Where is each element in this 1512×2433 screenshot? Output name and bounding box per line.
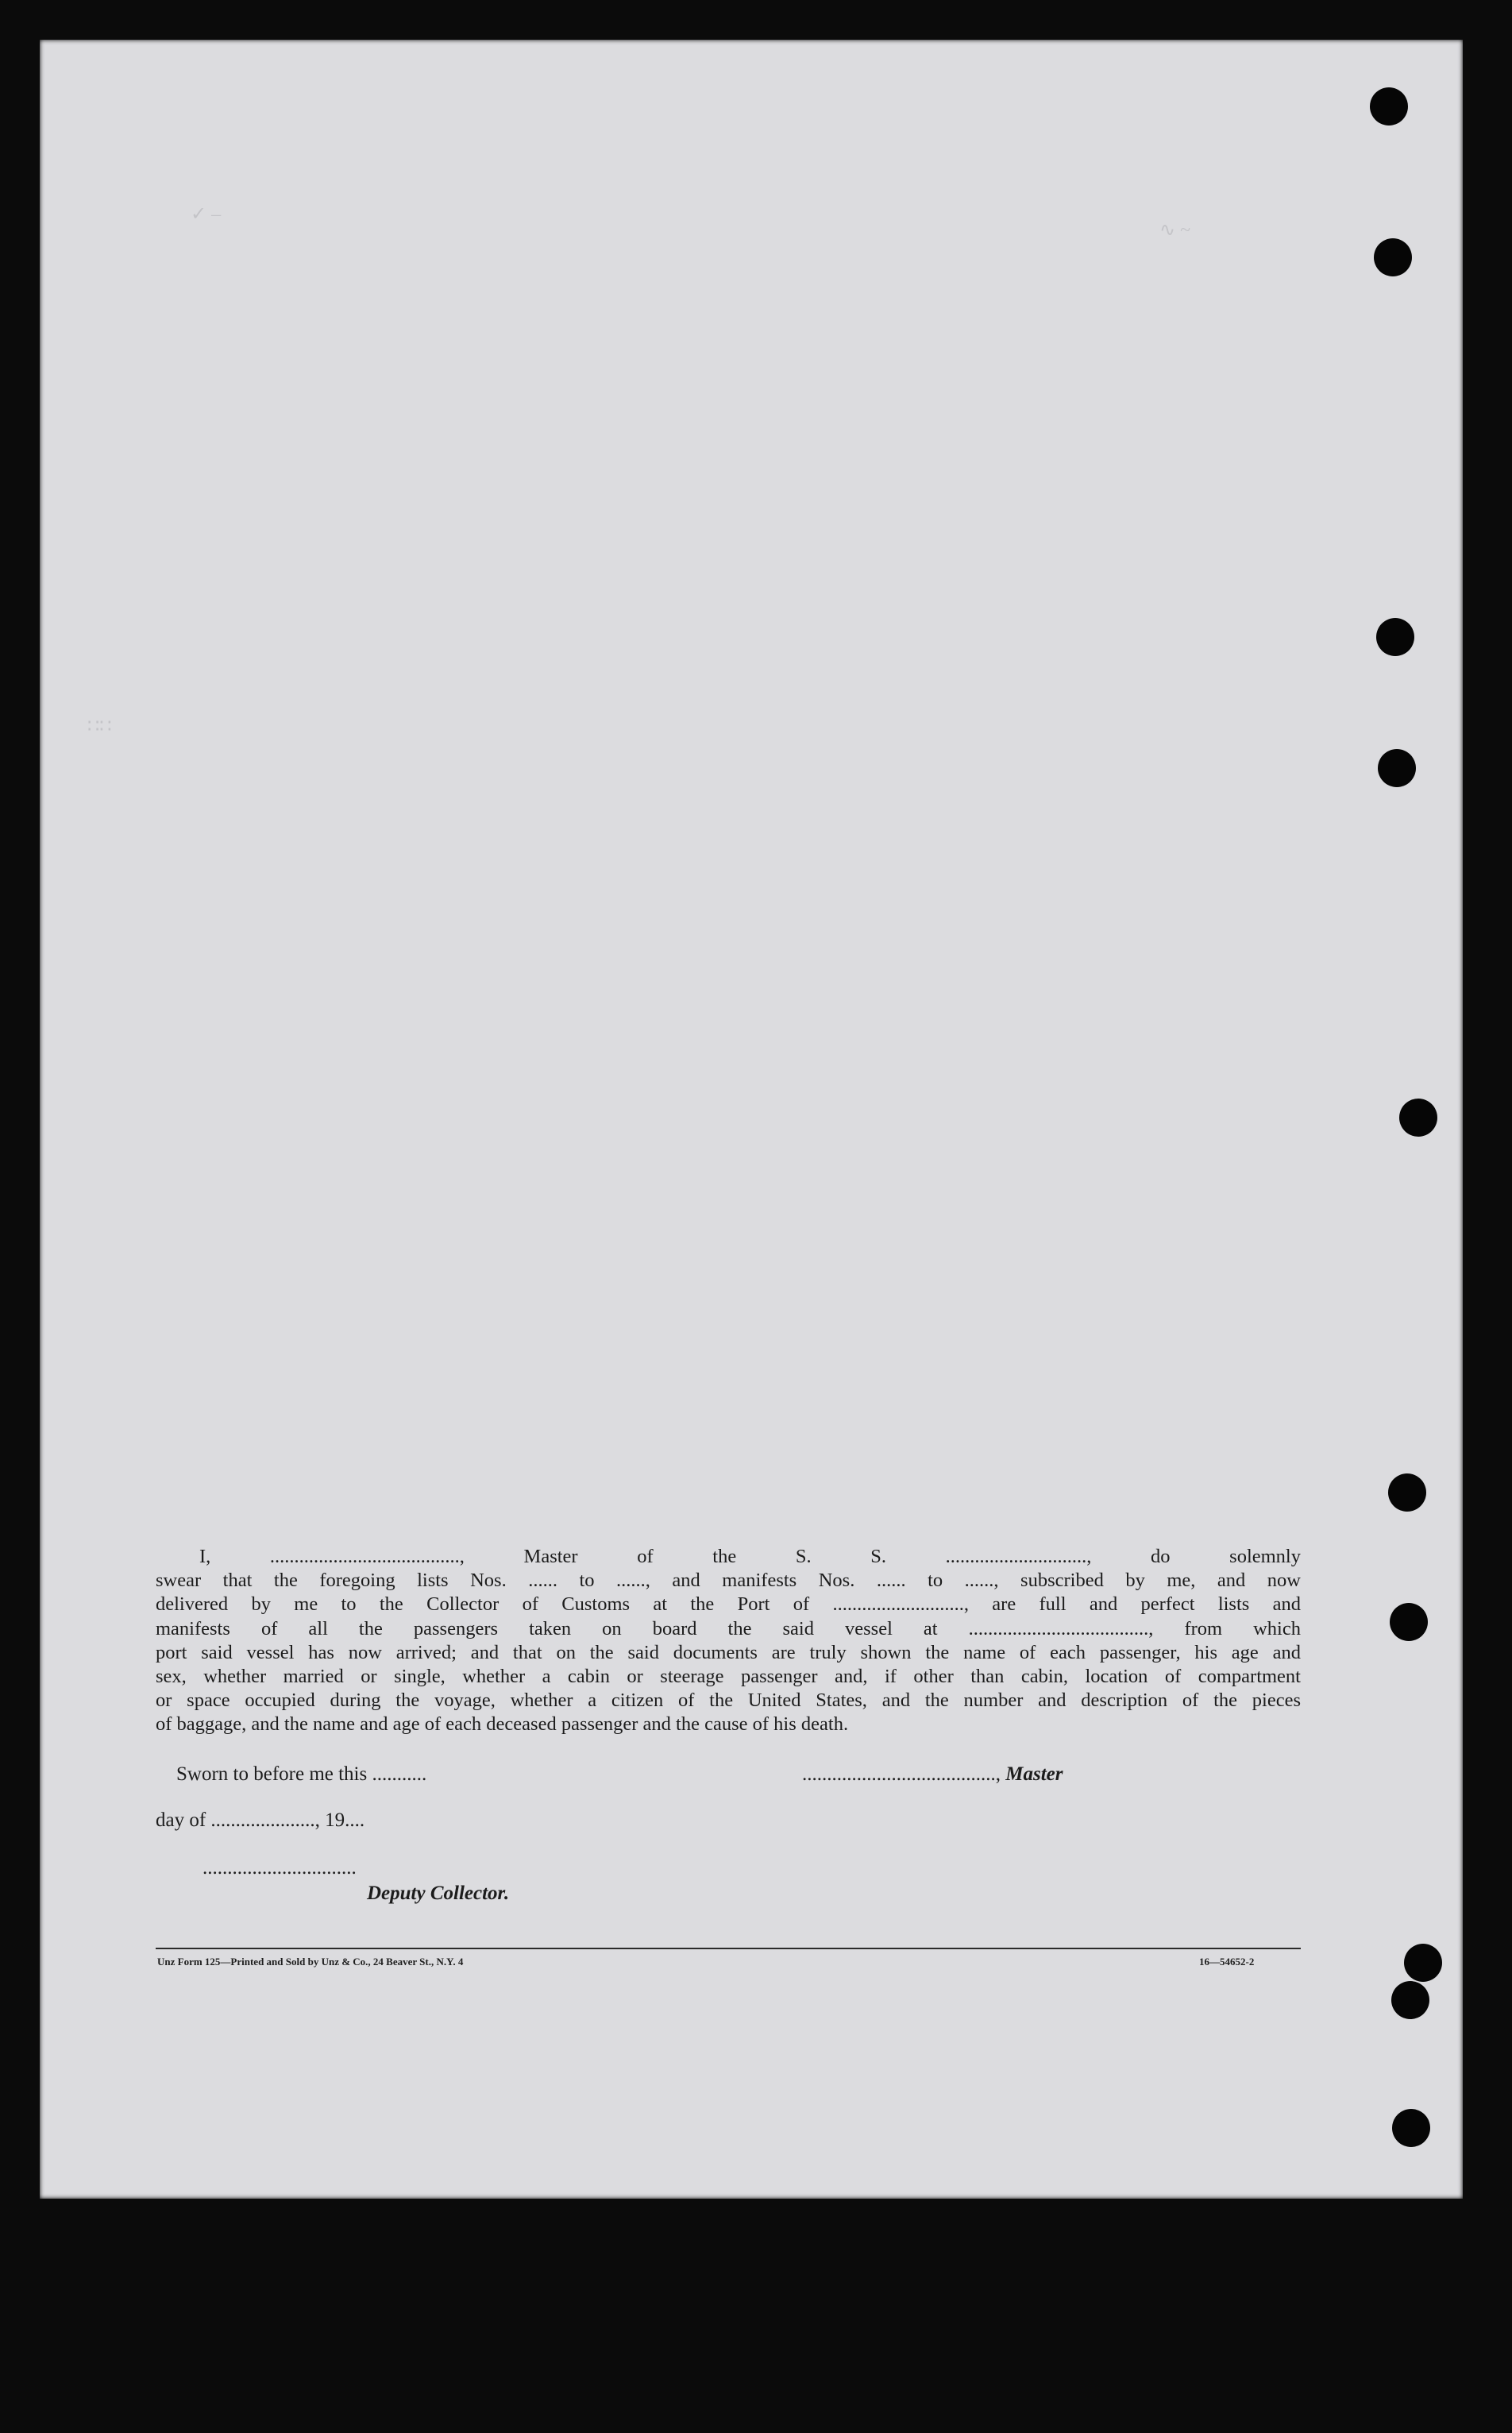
binder-hole xyxy=(1390,1603,1428,1641)
binder-hole xyxy=(1404,1944,1442,1982)
binder-hole xyxy=(1376,618,1414,656)
master-signature-line xyxy=(802,1763,1063,1786)
oath-line: sex, whether married or single, whether a cabin or steerage passenger and, if other than cabin, location of compartment xyxy=(156,1666,1301,1688)
deputy-signature-dots: ............................... xyxy=(202,1857,357,1879)
oath-line: of baggage, and the name and age of each deceased passenger and the cause of his death. xyxy=(156,1713,849,1736)
oath-line: manifests of all the passengers taken on board the said vessel at ....................................., from which xyxy=(156,1617,1301,1639)
oath-line: delivered by me to the Collector of Customs at the Port of ..........................., are full and perfect lists and xyxy=(156,1593,1301,1616)
bleed-through-mark: ∿ ~ xyxy=(1159,220,1191,241)
binder-hole xyxy=(1399,1099,1437,1137)
bleed-through-mark: ∷∷ xyxy=(87,716,112,737)
oath-line: or space occupied during the voyage, whether a citizen of the United States, and the number and description of the pieces xyxy=(156,1690,1301,1712)
binder-hole xyxy=(1370,87,1408,126)
binder-hole xyxy=(1392,2109,1430,2147)
master-label: Master xyxy=(1005,1763,1063,1785)
binder-hole xyxy=(1374,238,1412,276)
oath-line: I, ......................................., Master of the S. S. ............................., do solemnly xyxy=(199,1546,1301,1567)
binder-hole xyxy=(1388,1473,1426,1512)
oath-line: port said vessel has now arrived; and that on the said documents are truly shown the name of each passenger, his age and xyxy=(156,1641,1301,1663)
deputy-collector-label: Deputy Collector. xyxy=(367,1883,510,1904)
binder-hole xyxy=(1391,1981,1429,2019)
master-oath-paragraph xyxy=(156,1545,1301,1737)
form-number: 16—54652-2 xyxy=(1199,1956,1255,1968)
footer-rule xyxy=(156,1948,1301,1949)
printer-imprint: Unz Form 125—Printed and Sold by Unz & Co., 24 Beaver St., N.Y. 4 xyxy=(157,1956,464,1968)
sworn-before-line: Sworn to before me this ........... xyxy=(176,1763,427,1785)
master-signature-dots: ......................................., xyxy=(802,1763,1001,1785)
bleed-through-mark: ✓ – xyxy=(191,204,222,225)
oath-line: swear that the foregoing lists Nos. ...... to ......, and manifests Nos. ...... to ......, subscribed by me, and now xyxy=(156,1570,1301,1592)
day-of-line: day of ....................., 19.... xyxy=(156,1809,365,1831)
binder-hole xyxy=(1378,749,1416,787)
